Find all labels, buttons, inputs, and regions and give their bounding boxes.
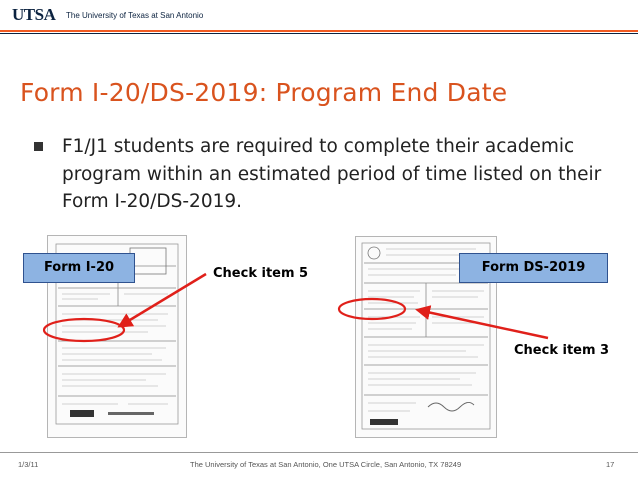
page-number: 17 — [606, 460, 615, 469]
utsa-logo: UTSA — [12, 5, 56, 24]
form-ds2019-arrow — [418, 310, 548, 338]
bullet-text: F1/J1 students are required to complete their academic program within an estimated period of time listed on their Form I-20/DS-2019. — [62, 136, 602, 212]
callout-check-item-3: Check item 3 — [514, 343, 610, 358]
footer-date: 1/3/11 — [18, 460, 39, 469]
university-name: The University of Texas at San Antonio — [66, 11, 204, 20]
footer-divider — [0, 452, 638, 453]
form-i20-label: Form I-20 — [23, 253, 135, 283]
footer-address: The University of Texas at San Antonio, One UTSA Circle, San Antonio, TX 78249 — [190, 460, 462, 469]
form-ds2019-label: Form DS-2019 — [459, 253, 608, 283]
slide-title: Form I-20/DS-2019: Program End Date — [20, 78, 508, 107]
callout-check-item-5: Check item 5 — [213, 266, 309, 281]
form-i20-highlight-ellipse — [44, 319, 124, 341]
form-ds2019-highlight-ellipse — [339, 299, 405, 319]
